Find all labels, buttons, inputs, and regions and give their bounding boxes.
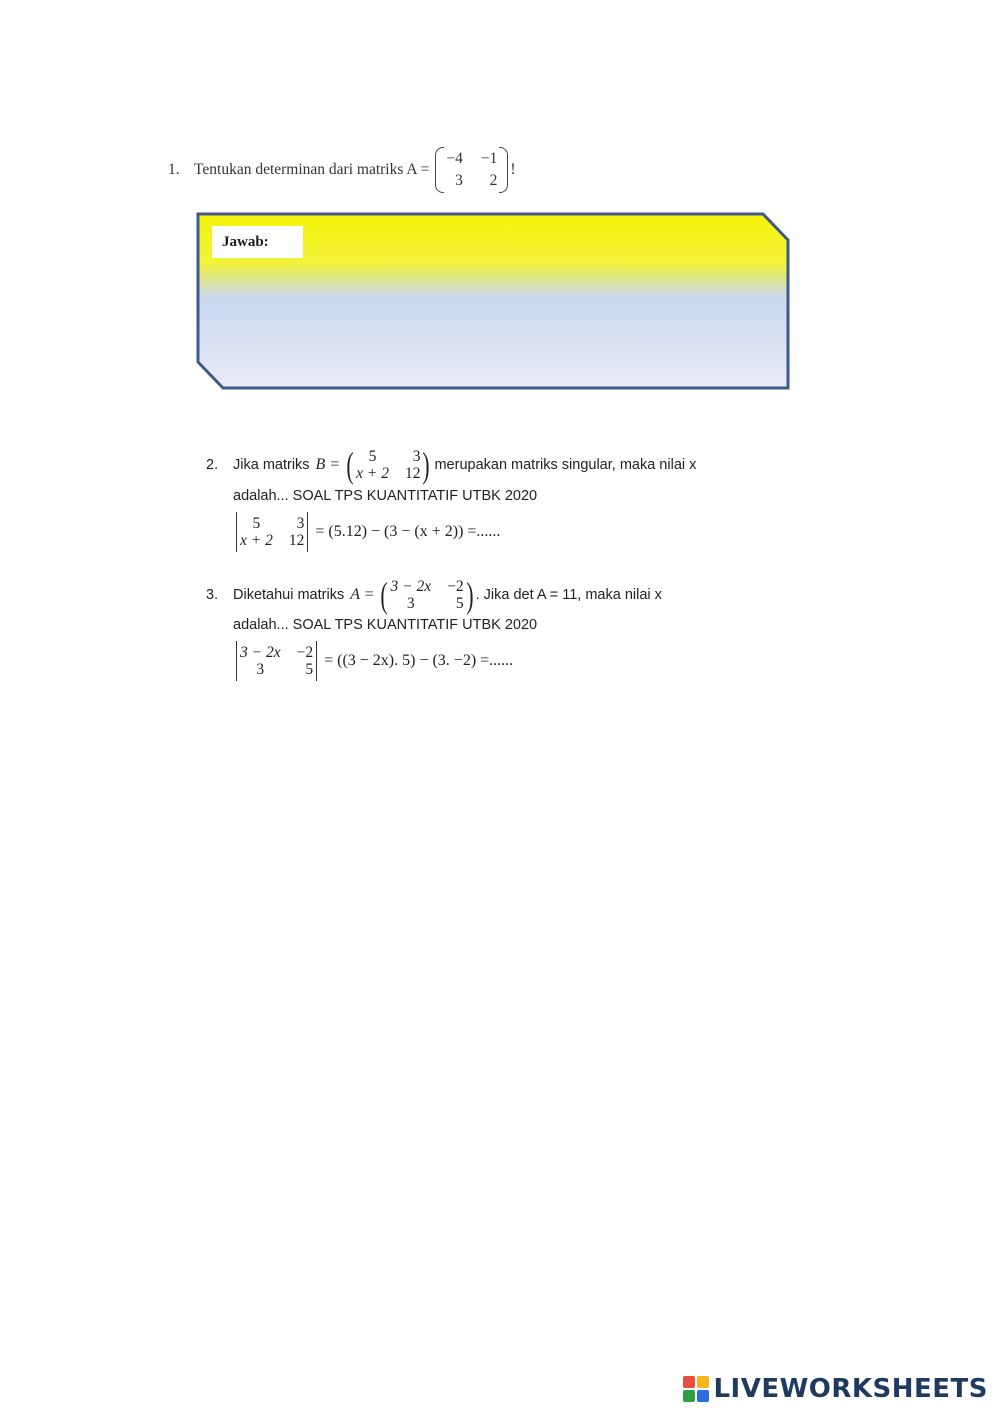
matrix-cell: 3 − 2x	[240, 644, 281, 661]
matrix-cell: 3	[455, 172, 463, 189]
matrix-variable: B =	[315, 456, 341, 473]
work-expression: = (5.12) − (3 − (x + 2)) =......	[315, 523, 501, 540]
matrix-cell: 12	[404, 465, 421, 482]
determinant-bar-right	[307, 512, 308, 552]
left-paren: (	[346, 445, 354, 485]
matrix-cell: −4	[446, 150, 463, 167]
right-paren: )	[465, 575, 474, 615]
determinant-bar-right	[316, 641, 317, 681]
matrix-cell: 3	[296, 515, 305, 532]
matrix-b	[356, 448, 420, 482]
question-2-work	[233, 512, 500, 552]
matrix-right-paren	[499, 147, 508, 193]
question-3	[206, 577, 662, 613]
matrix-cell: 3	[412, 448, 421, 465]
question-end: !	[510, 161, 516, 178]
question-text-after: . Jika det A = 11, maka nilai x	[475, 587, 662, 603]
matrix-cell: x + 2	[240, 532, 273, 549]
question-number: 3.	[206, 587, 219, 603]
matrix-cell: x + 2	[356, 465, 389, 482]
matrix-cell: −1	[480, 150, 498, 167]
question-text: Diketahui matriks	[233, 587, 345, 603]
logo-square	[697, 1390, 709, 1402]
matrix-variable: A =	[350, 586, 375, 603]
matrix-cell: 3 − 2x	[390, 578, 432, 595]
matrix-cell: 5	[368, 448, 377, 465]
question-1	[168, 146, 516, 194]
matrix-cell: 5	[305, 661, 314, 678]
question-2	[206, 447, 696, 483]
work-expression: = ((3 − 2x). 5) − (3. −2) =......	[324, 652, 514, 669]
logo-icon	[683, 1376, 709, 1402]
matrix-a	[446, 150, 497, 190]
logo-square	[683, 1390, 695, 1402]
matrix-left-paren	[435, 147, 444, 193]
determinant-bar-left	[236, 512, 237, 552]
question-number: 2.	[206, 457, 219, 473]
matrix-cell: 5	[252, 515, 261, 532]
right-paren: )	[422, 445, 431, 485]
answer-label: Jawab:	[212, 226, 303, 258]
matrix-a	[390, 578, 463, 612]
logo-square	[683, 1376, 695, 1388]
left-paren: (	[380, 575, 389, 615]
question-number: 1.	[168, 161, 180, 178]
matrix-cell: 5	[455, 595, 464, 612]
question-3-work	[233, 641, 513, 681]
matrix-cell: 2	[489, 172, 498, 189]
brand-name: LIVEWORKSHEETS	[713, 1374, 988, 1404]
question-3-line-2: adalah... SOAL TPS KUANTITATIF UTBK 2020	[233, 617, 538, 633]
determinant-matrix	[240, 515, 304, 549]
determinant-matrix	[240, 644, 313, 678]
liveworksheets-logo	[683, 1374, 988, 1404]
determinant-bar-left	[236, 641, 237, 681]
question-2-line-2: adalah... SOAL TPS KUANTITATIF UTBK 2020	[233, 488, 538, 504]
logo-square	[697, 1376, 709, 1388]
question-text: Jika matriks	[233, 457, 310, 473]
matrix-cell: 3	[256, 661, 265, 678]
matrix-cell: 12	[288, 532, 305, 549]
matrix-cell: 3	[406, 595, 415, 612]
question-text-after: merupakan matriks singular, maka nilai x	[434, 457, 697, 473]
matrix-cell: −2	[296, 644, 314, 661]
question-text: Tentukan determinan dari matriks A =	[194, 161, 430, 178]
matrix-cell: −2	[447, 578, 464, 595]
